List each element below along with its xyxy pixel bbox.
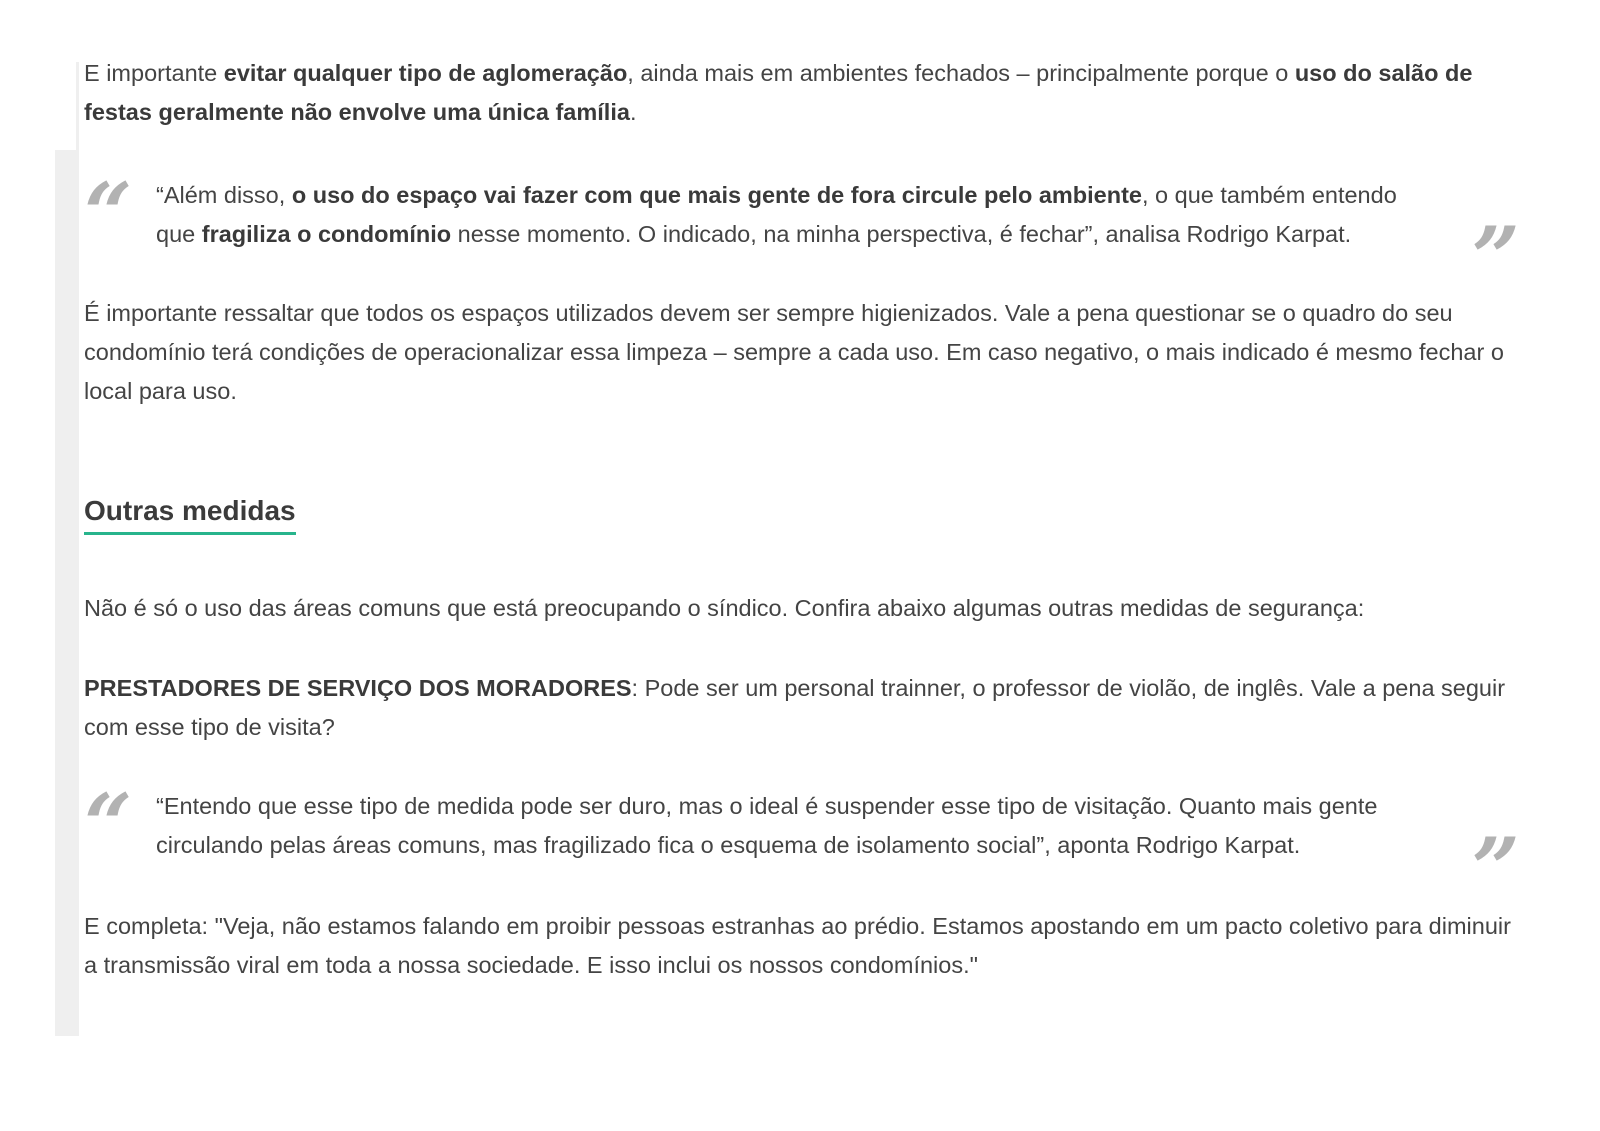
blockquote-karpat-2 bbox=[84, 775, 1520, 918]
section-heading-wrapper bbox=[84, 493, 1520, 535]
paragraph-bold-text: evitar qualquer tipo de aglomeração bbox=[223, 60, 628, 86]
quote-bold-text: o uso do espaço vai fazer com que mais gente de fora circule pelo ambiente bbox=[291, 182, 1142, 208]
article-body bbox=[84, 54, 1520, 985]
close-quote-icon: ” bbox=[1471, 208, 1520, 307]
side-rail bbox=[55, 150, 79, 1036]
side-rail-top bbox=[76, 62, 79, 150]
paragraph-bold-text: PRESTADORES DE SERVIÇO DOS MORADORES bbox=[84, 675, 632, 701]
blockquote-karpat-1 bbox=[84, 164, 1520, 307]
quote-text: , o que também entendo que bbox=[156, 182, 1397, 247]
section-heading: Outras medidas bbox=[84, 493, 296, 535]
paragraph-bold-text: uso do salão de festas geralmente não envolve uma única família bbox=[84, 60, 1473, 125]
paragraph-higienizacao: É importante ressaltar que todos os espaços utilizados devem ser sempre higienizados. Vale a pena questionar se o quadro do seu condomínio terá condições de operacionalizar essa limpeza – sempre a cada uso. Em caso negativo, o mais indicado é mesmo fechar o local para uso. bbox=[84, 300, 1504, 404]
paragraph-text: , ainda mais em ambientes fechados – principalmente porque o bbox=[627, 60, 1295, 86]
paragraph-aglomeracao bbox=[84, 54, 1520, 132]
paragraph-text: : Pode ser um personal trainner, o professor de violão, de inglês. Vale a pena seguir com esse tipo de visita? bbox=[84, 675, 1506, 740]
paragraph-outras-medidas: Não é só o uso das áreas comuns que está preocupando o síndico. Confira abaixo algumas outras medidas de segurança: bbox=[84, 595, 1365, 621]
blockquote-text: “Entendo que esse tipo de medida pode ser duro, mas o ideal é suspender esse tipo de visitação. Quanto mais gente circulando pelas áreas comuns, mas fragilizado fica o esquema de isolamento social”, aponta Rodrigo Karpat. bbox=[156, 793, 1378, 858]
quote-text: nesse momento. O indicado, na minha perspectiva, é fechar”, analisa Rodrigo Karpat. bbox=[451, 221, 1352, 247]
paragraph-completa: E completa: "Veja, não estamos falando em proibir pessoas estranhas ao prédio. Estamos apostando em um pacto coletivo para diminuir a transmissão viral em toda a nossa sociedade. E isso inclui os nossos condomínios." bbox=[84, 913, 1511, 978]
open-quote-icon: “ bbox=[84, 164, 133, 263]
quote-bold-text: fragiliza o condomínio bbox=[201, 221, 452, 247]
paragraph-text: E importante bbox=[84, 60, 224, 86]
blockquote-text bbox=[156, 176, 1436, 254]
paragraph-prestadores bbox=[84, 669, 1520, 747]
close-quote-icon: ” bbox=[1471, 819, 1520, 918]
paragraph-text: . bbox=[629, 99, 637, 125]
quote-text: “Além disso, bbox=[156, 182, 292, 208]
open-quote-icon: “ bbox=[84, 775, 133, 874]
